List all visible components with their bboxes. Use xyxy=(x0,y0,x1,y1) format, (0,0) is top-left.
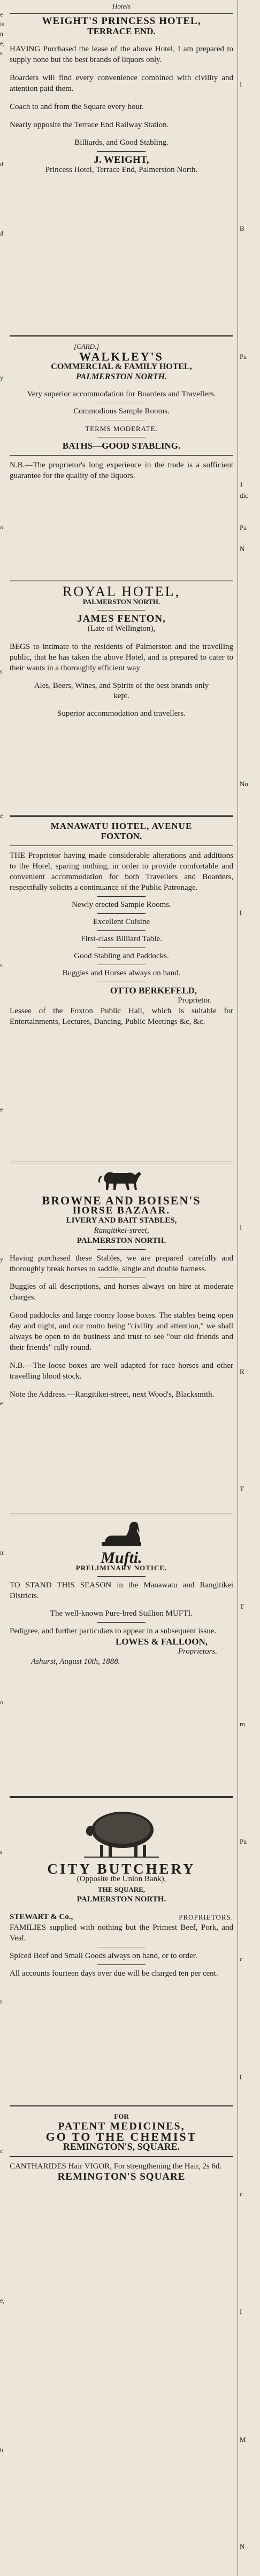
ad-text: Pedigree, and further particulars to appear in a subsequent issue. xyxy=(10,1627,217,1635)
margin-fragment: e xyxy=(0,1399,3,1407)
ad-text: Superior accommodation and travellers. xyxy=(57,709,186,718)
mufti-ad xyxy=(10,1520,233,1792)
divider xyxy=(97,151,146,152)
proprietor-title: Proprietor. xyxy=(178,996,212,1005)
manawatu-hotel-ad xyxy=(10,821,233,1157)
divider xyxy=(10,1796,233,1798)
ad-subtitle: HORSE BAZAAR. xyxy=(72,1205,171,1216)
walkley-hotel-ad xyxy=(10,341,233,576)
city-butchery-ad xyxy=(10,1802,233,2101)
margin-fragment: N xyxy=(240,2542,245,2550)
margin-fragment: y xyxy=(0,374,3,381)
margin-fragment: e xyxy=(0,11,3,18)
ad-subtitle: GO TO THE CHEMIST xyxy=(45,2130,197,2143)
ad-street: Rangitikei-street, xyxy=(94,1226,149,1235)
royal-hotel-ad xyxy=(10,586,233,811)
divider xyxy=(10,13,233,14)
margin-fragment: c xyxy=(240,1955,243,1963)
ad-date: Ashurst, August 10th, 1888. xyxy=(31,1657,120,1666)
ad-text: BATHS—GOOD STABLING. xyxy=(62,441,181,451)
ad-subtitle: TERRACE END. xyxy=(87,26,156,36)
margin-fragment: d xyxy=(0,160,3,168)
ad-text: Lessee of the Foxton Public Hall, which is suitable for Entertainments, Lectures, Dancing, Public Meetings &c, &c. xyxy=(10,1007,233,1026)
margin-fragment: ( xyxy=(240,2072,242,2080)
ad-text: Billiards, and Good Stabling. xyxy=(74,138,169,147)
ad-note: N.B.—The proprietor's long experience in the trade is a sufficient guarantee for the quality of the liquors. xyxy=(10,461,233,480)
divider xyxy=(97,1249,146,1250)
margin-fragment: o xyxy=(0,523,3,531)
ad-text: Commodious Sample Rooms. xyxy=(73,407,170,416)
margin-fragment: e xyxy=(0,1106,3,1113)
ad-text: Good Stabling and Paddocks. xyxy=(74,952,169,960)
ad-title: MANAWATU HOTEL, AVENUE xyxy=(50,821,193,831)
margin-fragment: No xyxy=(240,780,248,788)
firm-title: PROPRIETORS. xyxy=(179,1913,233,1921)
margin-fragment: o xyxy=(0,1698,3,1706)
margin-fragment: s xyxy=(0,1998,3,2005)
firm-name: STEWART & Co., xyxy=(10,1913,73,1921)
ad-town: PALMERSTON NORTH. xyxy=(75,372,167,381)
ad-text: Excellent Cuisine xyxy=(93,918,150,926)
margin-fragment: y xyxy=(0,1255,3,1263)
divider xyxy=(10,581,233,582)
margin-fragment: m xyxy=(240,1720,246,1728)
margin-fragment: s xyxy=(0,1848,3,1855)
ad-title: WEIGHT'S PRINCESS HOTEL, xyxy=(42,15,201,27)
section-header: Hotels xyxy=(112,2,131,10)
margin-fragment: I xyxy=(240,1223,242,1231)
ad-services: LIVERY AND BAIT STABLES, xyxy=(66,1216,177,1225)
ad-text: CANTHARIDES Hair VIGOR, For strengthening the Hair, 2s 6d. xyxy=(10,2162,222,2171)
ad-footer: REMINGTON'S SQUARE xyxy=(57,2171,186,2182)
divider xyxy=(10,845,233,846)
ad-address: REMINGTON'S, SQUARE. xyxy=(63,2141,180,2152)
margin-fragment: I xyxy=(240,2307,242,2315)
ad-intro: TO STAND THIS SEASON in the Manawatu and Rangitikei Districts. xyxy=(10,1581,233,1600)
margin-fragment: T xyxy=(240,1602,244,1610)
ad-intro: THE Proprietor having made considerable alterations and additions to the Hotel, sparing nothing, in order to provide comfortable and convenient accommodation for both Travellers and Boarders, respectfully solicits a continuance of the Public Patronage. xyxy=(10,851,233,892)
left-margin-fragments xyxy=(0,0,6,2576)
weight-hotel-ad xyxy=(10,0,233,331)
margin-fragment: e xyxy=(0,812,3,819)
proprietor-name: J. WEIGHT, xyxy=(94,154,149,166)
divider xyxy=(97,1964,146,1965)
margin-fragment: e, xyxy=(0,2297,5,2304)
margin-fragment: c xyxy=(240,2190,243,2198)
ad-text: The well-known Pure-bred Stallion MUFTI. xyxy=(50,1609,193,1618)
ad-title: Mufti. xyxy=(101,1549,142,1567)
ad-location: (Opposite the Union Bank), xyxy=(77,1875,166,1883)
ad-title: ROYAL HOTEL, xyxy=(63,584,180,599)
margin-fragment: N xyxy=(240,545,245,553)
ad-title: WALKLEY'S xyxy=(79,350,164,363)
margin-fragment: dic xyxy=(240,491,248,499)
divider xyxy=(10,1514,233,1515)
margin-fragment: Pa xyxy=(240,523,247,531)
ad-town: PALMERSTON NORTH. xyxy=(82,598,160,606)
ad-text: Spiced Beef and Small Goods always on hand, or to order. xyxy=(10,1952,197,1960)
margin-fragment: Pa xyxy=(240,1837,247,1845)
ad-intro: BEGS to intimate to the residents of Palmerston and the travelling public, that he has taken the above Hotel, and is prepared to cater to their wants in a thoroughly efficient way xyxy=(10,643,233,672)
proprietor-name: JAMES FENTON, xyxy=(77,613,166,624)
divider xyxy=(10,2156,233,2157)
proprietor-name: LOWES & FALLOON, xyxy=(115,1637,208,1647)
ad-address: Princess Hotel, Terrace End, Palmerston North. xyxy=(45,166,198,174)
ad-text: Coach to and from the Square every hour. xyxy=(10,103,144,111)
ad-text: Nearly opposite the Terrace End Railway Station. xyxy=(10,121,169,129)
proprietor-name: OTTO BERKEFELD, xyxy=(110,985,197,996)
horse-bazaar-ad xyxy=(10,1168,233,1509)
ad-text: Good paddocks and large roomy loose boxes. The stables being open day and night, and our motto being "civility and attention," we shall always be open to do business and trust to see "our old friends and their friends" rally round. xyxy=(10,1311,233,1352)
card-label: [CARD.] xyxy=(74,342,100,350)
margin-fragment: it xyxy=(0,1549,4,1556)
divider xyxy=(10,815,233,817)
ad-note: N.B.—The loose boxes are well adapted for race horses and other travelling blood stock. xyxy=(10,1361,233,1381)
margin-fragment: s xyxy=(0,961,3,969)
margin-fragment: e, xyxy=(0,40,5,47)
divider xyxy=(97,1576,146,1577)
margin-fragment: s xyxy=(0,668,3,675)
margin-fragment: s xyxy=(0,49,3,57)
ad-intro: HAVING Purchased the lease of the above Hotel, I am prepared to supply none but the best brands of liquors only. xyxy=(10,45,233,64)
ad-subtitle: COMMERCIAL & FAMILY HOTEL, xyxy=(51,362,192,371)
margin-fragment: J xyxy=(240,481,243,489)
margin-fragment: M xyxy=(240,2436,246,2444)
margin-fragment: h xyxy=(0,2446,3,2454)
divider xyxy=(10,455,233,456)
ad-text: Buggies and Horses always on hand. xyxy=(62,969,181,977)
divider xyxy=(97,896,146,897)
ad-address: Note the Address.—Rangitikei-street, next Wood's, Blacksmith. xyxy=(10,1390,215,1399)
divider xyxy=(10,2105,233,2107)
margin-fragment: c xyxy=(0,2147,3,2155)
margin-fragment: n xyxy=(0,30,3,37)
margin-fragment: d xyxy=(0,230,3,237)
margin-fragment: ( xyxy=(240,908,242,916)
right-margin-fragments xyxy=(239,0,260,2576)
ad-town: FOXTON. xyxy=(101,831,142,841)
ad-firm xyxy=(10,1912,233,1922)
margin-fragment: B xyxy=(240,224,244,232)
ad-text: Ales, Beers, Wines, and Spirits of the best brands only kept. xyxy=(34,682,209,700)
ad-intro: FAMILIES supplied with nothing but the Primest Beef, Pork, and Veal. xyxy=(10,1923,233,1943)
ad-text: First-class Billiard Table. xyxy=(81,935,162,943)
ad-text: Very superior accommodation for Boarders and Travellers. xyxy=(27,390,216,398)
ad-title: BROWNE AND BOISEN'S xyxy=(42,1194,201,1207)
margin-fragment: T xyxy=(240,1485,244,1493)
divider xyxy=(97,913,146,914)
ad-text: Newly erected Sample Rooms. xyxy=(72,901,171,909)
advertisement-column xyxy=(6,0,236,2576)
ad-text: Buggies of all descriptions, and horses always on hire at moderate charges. xyxy=(10,1282,233,1302)
sheep-icon xyxy=(79,1802,164,1861)
proprietor-title: Proprietors. xyxy=(178,1647,217,1656)
ad-text: All accounts fourteen days over due will be charged ten per cent. xyxy=(10,1969,218,1978)
ad-title: CITY BUTCHERY xyxy=(47,1861,196,1877)
sphinx-icon xyxy=(97,1520,146,1549)
divider xyxy=(10,335,233,337)
ad-title: PATENT MEDICINES, xyxy=(58,2120,185,2132)
ad-town: PALMERSTON NORTH. xyxy=(77,1236,166,1245)
divider xyxy=(97,1622,146,1623)
margin-fragment: R xyxy=(240,1367,244,1375)
ad-text: (Late of Wellington), xyxy=(87,624,156,633)
horse-icon xyxy=(97,1168,146,1192)
ad-intro: Having purchased these Stables, we are prepared carefully and thoroughly break horses to saddle, single and double harness. xyxy=(10,1254,233,1273)
ad-text: Boarders will find every convenience combined with civility and attention paid them. xyxy=(10,74,233,93)
divider xyxy=(10,1162,233,1163)
ad-for: FOR xyxy=(114,2112,129,2120)
divider xyxy=(97,930,146,931)
patent-medicines-ad xyxy=(10,2111,233,2213)
ad-town: PALMERSTON NORTH. xyxy=(77,1895,166,1904)
ad-square: THE SQUARE, xyxy=(97,1885,146,1893)
margin-fragment: I xyxy=(240,80,242,88)
margin-fragment: Pa xyxy=(240,353,247,361)
margin-fragment: is xyxy=(0,20,5,28)
ad-subtitle: PRELIMINARY NOTICE. xyxy=(75,1564,167,1572)
ad-text: TERMS MODERATE. xyxy=(85,425,158,433)
